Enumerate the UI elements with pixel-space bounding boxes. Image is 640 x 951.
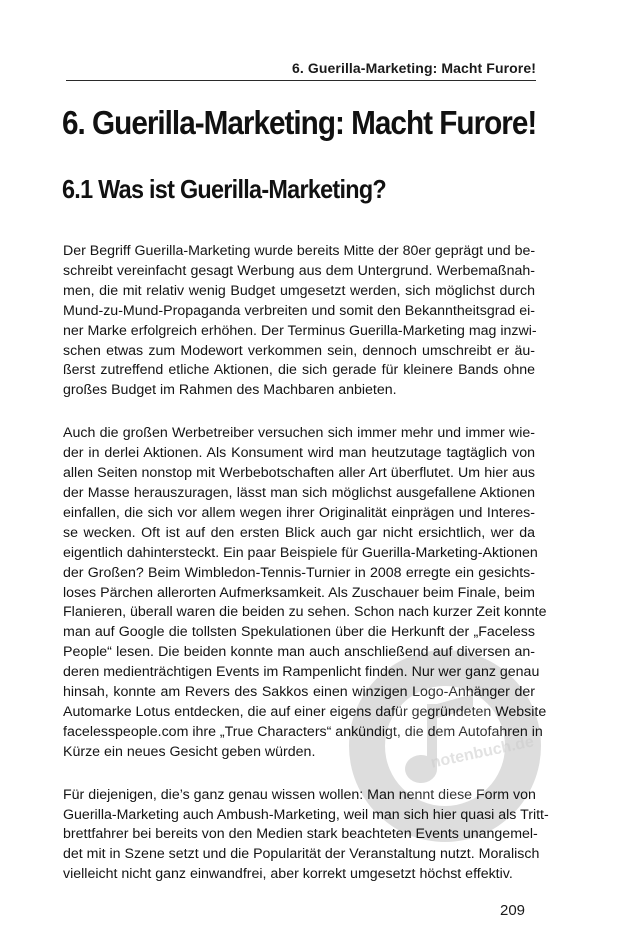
text-line: eigentlich dahintersteckt. Ein paar Beispiele für Guerilla-Marketing-Aktionen	[63, 544, 538, 561]
paragraph	[63, 242, 535, 401]
text-line: deren medienträchtigen Events im Rampenlicht finden. Nur wer ganz genau	[63, 664, 540, 681]
text-line: Flanieren, überall waren die beiden zu sehen. Schon nach kurzer Zeit konnte	[63, 604, 547, 621]
text-line: Auch die großen Werbetreiber versuchen sich immer mehr und immer wie-	[63, 425, 535, 442]
text-line: der in derlei Aktionen. Als Konsument wird man heutzutage tagtäglich von	[63, 445, 535, 462]
text-line: der Masse herauszuragen, lässt man sich möglichst ausgefallene Aktionen	[63, 484, 535, 501]
text-line: men, die mit relativ wenig Budget umgesetzt werden, sich möglichst durch	[63, 282, 535, 299]
chapter-title: 6. Guerilla-Marketing: Macht Furore!	[62, 104, 537, 141]
text-line: allen Seiten nonstop mit Werbebotschaften aller Art überflutet. Um hier aus	[63, 465, 535, 482]
header-rule	[66, 80, 536, 81]
page-number: 209	[500, 902, 526, 919]
text-line: Guerilla-Marketing auch Ambush-Marketing, weil man sich hier quasi als Tritt-	[63, 806, 549, 823]
text-line: man auf Google die tollsten Spekulationen über die Herkunft der „Faceless	[63, 624, 535, 641]
text-line: ner Marke erfolgreich erhöhen. Der Terminus Guerilla-Marketing mag inzwi-	[63, 322, 537, 339]
running-head: 6. Guerilla-Marketing: Macht Furore!	[292, 60, 536, 76]
text-line: vielleicht nicht ganz einwandfrei, aber korrekt umgesetzt höchst effektiv.	[63, 866, 513, 883]
text-line: Kürze ein neues Gesicht geben würden.	[63, 743, 316, 760]
text-line: großes Budget im Rahmen des Machbaren anbieten.	[63, 382, 397, 399]
text-line: loses Pärchen allerorten Aufmerksamkeit. Als Zuschauer beim Finale, beim	[63, 584, 535, 601]
text-line: Automarke Lotus entdecken, die auf einer eigens dafür gegründeten Website	[63, 703, 547, 720]
text-line: schen etwas zum Modewort verkommen sein, dennoch umschreibt er äu-	[63, 342, 535, 359]
text-line: hinsah, konnte am Revers des Sakkos einen winzigen Logo-Anhänger der	[63, 684, 535, 701]
text-line: der Großen? Beim Wimbledon-Tennis-Turnier in 2008 erregte ein gesichts-	[63, 564, 535, 581]
text-line: facelesspeople.com ihre „True Characters“ ankündigt, die dem Autofahren in	[63, 723, 543, 740]
text-line: se wecken. Oft ist auf den ersten Blick auch gar nicht ersichtlich, wer da	[63, 524, 535, 541]
section-title: 6.1 Was ist Guerilla-Marketing?	[62, 174, 387, 204]
text-line: Der Begriff Guerilla-Marketing wurde bereits Mitte der 80er geprägt und be-	[63, 243, 536, 259]
text-line: det mit in Szene setzt und die Popularität der Veranstaltung nutzt. Moralisch	[63, 846, 540, 863]
text-line: brettfahrer bei bereits von den Medien stark beachteten Events unangemel-	[63, 826, 538, 843]
text-line: ßerst zutreffend etliche Aktionen, die sich gerade für kleinere Bands ohne	[63, 362, 535, 379]
text-line: einfallen, die sich vor allem wegen ihrer Originalität einprägen und Interes-	[63, 504, 535, 521]
text-line: Für diejenigen, die’s ganz genau wissen wollen: Man nennt diese Form von	[63, 786, 536, 803]
text-line: schreibt vereinfacht gesagt Werbung aus dem Untergrund. Werbemaßnah-	[63, 262, 535, 279]
text-line: Mund-zu-Mund-Propaganda verbreiten und somit den Bekanntheitsgrad ei-	[63, 302, 535, 319]
watermark-text: notenbuch.de	[429, 733, 536, 772]
text-line: People“ lesen. Die beiden konnte man auch anschließend auf diversen an-	[63, 644, 535, 661]
